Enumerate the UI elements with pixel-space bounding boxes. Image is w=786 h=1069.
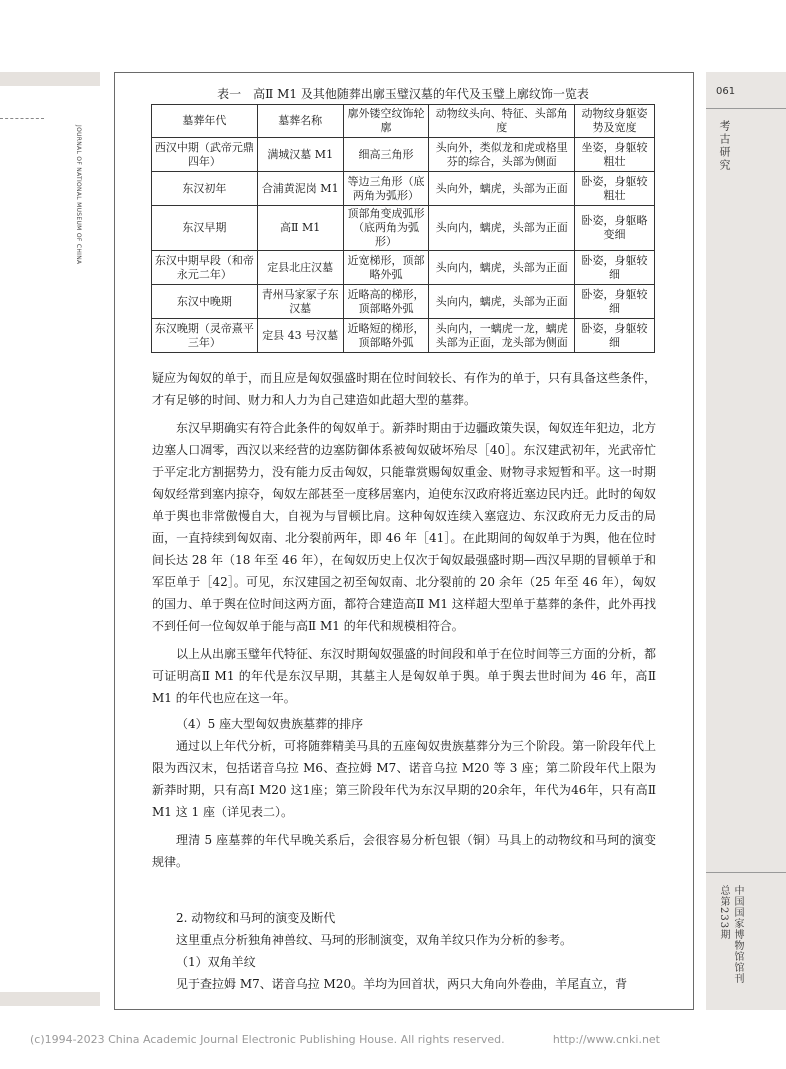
table-cell: 东汉早期 <box>152 206 258 251</box>
table-cell: 头向内，螭虎，头部为正面 <box>429 251 575 285</box>
table-cell: 头向外，螭虎，头部为正面 <box>429 172 575 206</box>
table-cell: 合浦黄泥岗 M1 <box>257 172 343 206</box>
paragraph: 这里重点分析独角神兽纹、马珂的形制演变，双角羊纹只作为分析的参考。 <box>176 933 573 947</box>
table-cell: 西汉中期（武帝元鼎四年） <box>152 138 258 172</box>
left-decor-band-bottom <box>0 992 100 1006</box>
table-cell: 高Ⅱ M1 <box>257 206 343 251</box>
right-column-rule-bottom <box>706 872 786 873</box>
left-dash-rule <box>0 118 44 119</box>
table-cell: 东汉初年 <box>152 172 258 206</box>
table-row <box>152 319 655 353</box>
paragraph: 疑应为匈奴的单于，而且应是匈奴强盛时期在位时间较长、有作为的单于，只有具备这些条件，才有足够的时间、财力和人力为自己建造如此超大型的墓葬。 <box>152 371 657 407</box>
body-text-lower <box>152 907 656 995</box>
table-cell: 近宽梯形，顶部略外弧 <box>343 251 429 285</box>
journal-side-title: JOURNAL OF NATIONAL MUSEUM OF CHINA <box>75 125 82 265</box>
paragraph: 以上从出廓玉璧年代特征、东汉时期匈奴强盛的时间段和单于在位时间等三方面的分析，都可证明高Ⅱ M1 的年代是东汉早期，其墓主人是匈奴单于舆。单于舆去世时间为 46 年，高Ⅱ M1 的年代也应在这一年。 <box>152 647 657 705</box>
issue-label: 总第233期 <box>718 885 729 941</box>
table-header-cell: 动物纹头向、特征、头部角度 <box>429 105 575 138</box>
table-header-cell: 廓外镂空纹饰轮廓 <box>343 105 429 138</box>
left-decor-band <box>0 72 100 86</box>
table-cell: 东汉中晚期 <box>152 285 258 319</box>
table-cell: 头向内，一螭虎一龙，螭虎头部为正面，龙头部为侧面 <box>429 319 575 353</box>
table-row <box>152 285 655 319</box>
paragraph: 见于查拉姆 M7、诺音乌拉 M20。羊均为回首状，两只大角向外卷曲，羊尾直立，背 <box>176 977 628 991</box>
table-title: 表一 高Ⅱ M1 及其他随葬出廓玉璧汉墓的年代及玉璧上廓纹饰一览表 <box>217 87 589 101</box>
table-header-cell: 墓葬年代 <box>152 105 258 138</box>
right-column-rule <box>706 108 786 109</box>
table-header-cell: 动物纹身躯姿势及宽度 <box>575 105 655 138</box>
paragraph: 通过以上年代分析，可将随葬精美马具的五座匈奴贵族墓葬分为三个阶段。第一阶段年代上限为西汉末，包括诺音乌拉 M6、查拉姆 M7、诺音乌拉 M20 等 3 座；第二阶段年代上限为新莽时期，只有高Ⅰ M20 这1座；第三阶段年代为东汉早期的20余年，年代为46年，只有高Ⅱ M1 这 1 座（详见表二）。 <box>152 739 657 819</box>
table-cell: 定县 43 号汉墓 <box>257 319 343 353</box>
right-column <box>706 72 786 1010</box>
table-cell: 卧姿，身躯较粗壮 <box>575 172 655 206</box>
body-text <box>152 367 656 873</box>
table-row <box>152 206 655 251</box>
table-cell: 等边三角形（底两角为弧形） <box>343 172 429 206</box>
table-cell: 东汉中期早段（和帝永元二年） <box>152 251 258 285</box>
table-cell: 近略高的梯形，顶部略外弧 <box>343 285 429 319</box>
copyright-text: (c)1994-2023 China Academic Journal Electronic Publishing House. All rights reserved. <box>30 1033 505 1046</box>
table-header-cell: 墓葬名称 <box>257 105 343 138</box>
table-cell: 卧姿，身躯较细 <box>575 285 655 319</box>
table-cell: 头向外，类似龙和虎或格里芬的综合，头部为侧面 <box>429 138 575 172</box>
paragraph: 理清 5 座墓葬的年代早晚关系后，会很容易分析包银（铜）马具上的动物纹和马珂的演变规律。 <box>152 833 656 869</box>
table-cell: 卧姿，身躯较细 <box>575 319 655 353</box>
table-row <box>152 172 655 206</box>
section-label: 考古研究 <box>718 120 731 172</box>
table-cell: 顶部角变成弧形（底两角为弧形） <box>343 206 429 251</box>
table-cell: 定县北庄汉墓 <box>257 251 343 285</box>
paragraph: 东汉早期确实有符合此条件的匈奴单于。新莽时期由于边疆政策失误，匈奴连年犯边，北方边塞人口凋零，西汉以来经营的边塞防御体系被匈奴破坏殆尽［40］。东汉建武初年，光武帝忙于平定北方割据势力，没有能力反击匈奴，只能靠赏赐匈奴重金、财物寻求短暂和平。这一时期匈奴经常到塞内掠夺，匈奴左部甚至一度移居塞内，迫使东汉政府将近塞边民内迁。此时的匈奴单于舆也非常傲慢自大，自视为与冒顿比肩。这种匈奴连续入塞寇边、东汉政府无力反击的局面，一直持续到匈奴南、北分裂前两年，即 46 年［41］。在此期间的匈奴单于为舆，他在位时间长达 28 年（18 年至 46 年），在匈奴历史上仅次于匈奴最强盛时期—西汉早期的冒顿单于和军臣单于［42］。可见，东汉建国之初至匈奴南、北分裂前的 20 余年（25 年至 46 年），匈奴的国力、单于舆在位时间这两方面，都符合建造高Ⅱ M1 这样超大型单于墓葬的条件，此外再找不到任何一位匈奴单于能与高Ⅱ M1 的年代和规模相符合。 <box>152 421 657 633</box>
table-cell: 卧姿，身躯略变细 <box>575 206 655 251</box>
table-header-row <box>152 105 655 138</box>
table-row <box>152 251 655 285</box>
data-table <box>151 104 655 353</box>
footer-url[interactable]: http://www.cnki.net <box>552 1033 660 1046</box>
subsection-heading: （4）5 座大型匈奴贵族墓葬的排序 <box>176 717 364 731</box>
journal-label: 中国国家博物馆馆刊 <box>732 885 743 984</box>
table-cell: 细高三角形 <box>343 138 429 172</box>
table-cell: 青州马家冢子东汉墓 <box>257 285 343 319</box>
table-cell: 坐姿，身躯较粗壮 <box>575 138 655 172</box>
section-heading: 2. 动物纹和马珂的演变及断代 <box>176 911 336 925</box>
subsection-heading: （1）双角羊纹 <box>176 955 256 969</box>
page-number: 061 <box>716 86 736 97</box>
table-cell: 满城汉墓 M1 <box>257 138 343 172</box>
table-cell: 头向内，螭虎，头部为正面 <box>429 206 575 251</box>
copyright-footer <box>30 1033 660 1046</box>
table-cell: 头向内，螭虎，头部为正面 <box>429 285 575 319</box>
table-row <box>152 138 655 172</box>
table-cell: 东汉晚期（灵帝熹平三年） <box>152 319 258 353</box>
table-cell: 卧姿，身躯较细 <box>575 251 655 285</box>
table-cell: 近略短的梯形，顶部略外弧 <box>343 319 429 353</box>
